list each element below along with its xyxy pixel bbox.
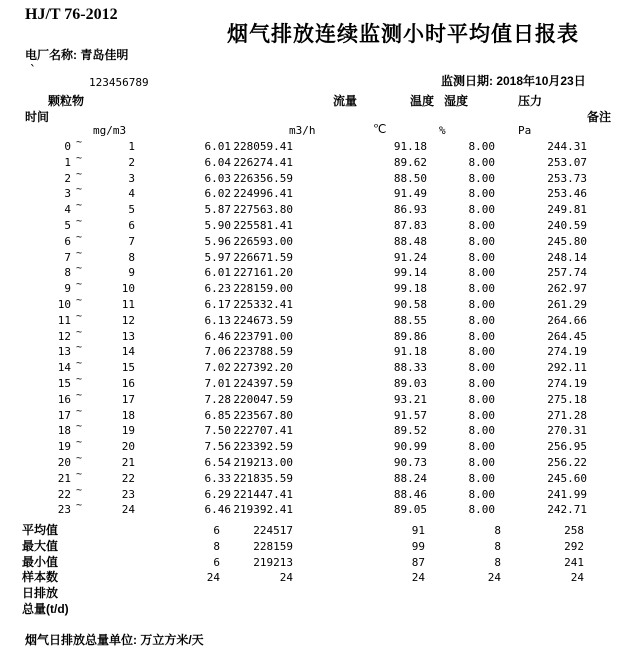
tilde-separator: ~: [76, 231, 83, 243]
particulate-cell: 6.03: [204, 171, 231, 185]
flow-cell: 224673.59: [233, 313, 293, 327]
particulate-cell: 7.28: [204, 392, 231, 406]
humidity-cell: 8.00: [468, 471, 495, 485]
pressure-cell: 241: [564, 555, 584, 569]
particulate-cell: 6.54: [204, 455, 231, 469]
flow-cell: 224517: [253, 524, 293, 537]
humidity-cell: 8.00: [468, 440, 495, 454]
pressure-cell: 248.14: [547, 250, 587, 264]
hour-start-cell: 11: [57, 313, 71, 327]
summary-rows: [0, 523, 644, 618]
temperature-cell: 99.14: [393, 266, 427, 280]
temperature-cell: 90.73: [393, 455, 427, 469]
hour-start-cell: 6: [64, 234, 71, 248]
tilde-separator: ~: [76, 484, 83, 496]
hour-start-cell: 12: [57, 329, 71, 343]
particulate-cell: 5.97: [204, 250, 231, 264]
flow-cell: 219213.00: [233, 455, 293, 469]
tilde-separator: ~: [76, 168, 83, 180]
pressure-cell: 241.99: [547, 487, 587, 501]
tilde-separator: ~: [76, 137, 83, 148]
unit-pressure: Pa: [518, 124, 532, 137]
table-row: [0, 265, 644, 281]
pressure-cell: 242.71: [547, 503, 587, 517]
hour-end-cell: 4: [128, 187, 135, 201]
hour-end-cell: 2: [128, 155, 135, 169]
tilde-separator: ~: [76, 342, 83, 354]
humidity-cell: 8.00: [468, 503, 495, 517]
humidity-cell: 8.00: [468, 392, 495, 406]
hour-end-cell: 22: [121, 471, 135, 485]
humidity-cell: 8.00: [468, 266, 495, 280]
tilde-separator: ~: [76, 152, 83, 164]
hour-end-cell: 16: [121, 376, 135, 390]
temperature-cell: 88.46: [393, 487, 427, 501]
hour-start-cell: 21: [57, 471, 71, 485]
temperature-cell: 88.24: [393, 471, 427, 485]
pressure-cell: 245.80: [547, 234, 587, 248]
temperature-cell: 88.55: [393, 313, 427, 327]
temperature-cell: 91.49: [393, 187, 427, 201]
pressure-cell: 253.73: [547, 171, 587, 185]
tilde-separator: ~: [76, 405, 83, 417]
tilde-separator: ~: [76, 326, 83, 338]
hour-end-cell: 19: [121, 424, 135, 438]
temperature-cell: 91.57: [393, 408, 427, 422]
summary-row: [0, 539, 644, 555]
humidity-cell: 8.00: [468, 234, 495, 248]
hour-end-cell: 24: [121, 503, 135, 517]
particulate-cell: 6.02: [204, 187, 231, 201]
pressure-cell: 262.97: [547, 282, 587, 296]
humidity-cell: 8.00: [468, 455, 495, 469]
flow-cell: 226593.00: [233, 234, 293, 248]
temperature-cell: 86.93: [393, 203, 427, 217]
pressure-cell: 258: [564, 524, 584, 537]
tilde-separator: ~: [76, 215, 83, 227]
flow-cell: 223788.59: [233, 345, 293, 359]
column-header-pressure: 压力: [518, 94, 543, 108]
temperature-cell: 99.18: [393, 282, 427, 296]
hour-end-cell: 18: [121, 408, 135, 422]
serial-number: 123456789: [89, 76, 149, 89]
flow-cell: 227563.80: [233, 203, 293, 217]
temperature-cell: 91.18: [393, 345, 427, 359]
table-row: [0, 247, 644, 266]
column-header-particulate: 颗粒物: [48, 94, 85, 108]
hour-start-cell: 14: [57, 361, 71, 375]
temperature-cell: 91.18: [393, 140, 427, 153]
pressure-cell: 292: [564, 539, 584, 553]
table-row: [0, 439, 644, 455]
table-row: [0, 468, 644, 487]
tilde-separator: ~: [76, 200, 83, 212]
hourly-rows: [0, 139, 644, 518]
hour-end-cell: 5: [128, 203, 135, 217]
hour-start-cell: 4: [64, 203, 71, 217]
temperature-cell: 90.99: [393, 440, 427, 454]
hour-end-cell: 10: [121, 282, 135, 296]
summary-label: 总量(t/d): [22, 601, 69, 616]
hour-end-cell: 23: [121, 487, 135, 501]
column-header-temperature: 温度: [410, 94, 435, 108]
hour-start-cell: 8: [64, 266, 71, 280]
temperature-cell: 88.50: [393, 171, 427, 185]
summary-row: [0, 523, 644, 539]
particulate-cell: 6.01: [204, 266, 231, 280]
footer-note: 烟气日排放总量单位: 万立方米/天: [25, 633, 204, 647]
humidity-cell: 8.00: [468, 187, 495, 201]
unit-flow: m3/h: [289, 124, 316, 137]
tilde-separator: ~: [76, 389, 83, 401]
temperature-cell: 99: [411, 539, 425, 553]
tilde-separator: ~: [76, 310, 83, 322]
flow-cell: 220047.59: [233, 392, 293, 406]
temperature-cell: 89.05: [393, 503, 427, 517]
stray-mark: `: [29, 64, 37, 79]
flow-cell: 227392.20: [233, 361, 293, 375]
table-row: [0, 452, 644, 471]
hour-start-cell: 9: [64, 282, 71, 296]
hour-end-cell: 7: [128, 234, 135, 248]
hour-start-cell: 5: [64, 218, 71, 232]
humidity-cell: 8.00: [468, 313, 495, 327]
table-row: [0, 281, 644, 297]
column-header-humidity: 湿度: [444, 94, 469, 108]
pressure-cell: 271.28: [547, 408, 587, 422]
hour-end-cell: 20: [121, 440, 135, 454]
table-row: [0, 310, 644, 329]
particulate-cell: 6.04: [204, 155, 231, 169]
temperature-cell: 89.03: [393, 376, 427, 390]
temperature-cell: 91: [411, 524, 425, 537]
tilde-separator: ~: [76, 263, 83, 275]
particulate-cell: 7.06: [204, 345, 231, 359]
hour-start-cell: 18: [57, 424, 71, 438]
flow-cell: 24: [279, 571, 293, 585]
particulate-cell: 6.85: [204, 408, 231, 422]
hour-end-cell: 3: [128, 171, 135, 185]
particulate-cell: 8: [213, 539, 220, 553]
summary-label: 平均值: [22, 523, 59, 537]
pressure-cell: 274.19: [547, 376, 587, 390]
temperature-cell: 87.83: [393, 218, 427, 232]
hour-start-cell: 1: [64, 155, 71, 169]
humidity-cell: 8: [494, 539, 501, 553]
tilde-separator: ~: [76, 294, 83, 306]
tilde-separator: ~: [76, 421, 83, 433]
humidity-cell: 8.00: [468, 155, 495, 169]
humidity-cell: 8.00: [468, 487, 495, 501]
hour-start-cell: 20: [57, 455, 71, 469]
hour-start-cell: 3: [64, 187, 71, 201]
particulate-cell: 7.50: [204, 424, 231, 438]
tilde-separator: ~: [76, 468, 83, 480]
particulate-cell: 6: [213, 555, 220, 569]
table-row: [0, 168, 644, 187]
hour-start-cell: 17: [57, 408, 71, 422]
flow-cell: 221835.59: [233, 471, 293, 485]
temperature-cell: 24: [411, 571, 425, 585]
tilde-separator: ~: [76, 452, 83, 464]
hour-start-cell: 13: [57, 345, 71, 359]
humidity-cell: 8.00: [468, 203, 495, 217]
flow-cell: 219392.41: [233, 503, 293, 517]
tilde-separator: ~: [76, 500, 83, 512]
pressure-cell: 270.31: [547, 424, 587, 438]
flow-cell: 227161.20: [233, 266, 293, 280]
table-row: [0, 373, 644, 392]
flow-cell: 226274.41: [233, 155, 293, 169]
humidity-cell: 8.00: [468, 345, 495, 359]
particulate-cell: 6.46: [204, 329, 231, 343]
table-row: [0, 294, 644, 313]
particulate-cell: 5.96: [204, 234, 231, 248]
table-row: [0, 360, 644, 376]
temperature-cell: 89.52: [393, 424, 427, 438]
unit-humidity: %: [439, 124, 446, 137]
summary-row: [0, 570, 644, 586]
column-header-time: 时间: [25, 110, 50, 124]
flow-cell: 223791.00: [233, 329, 293, 343]
flow-cell: 223567.80: [233, 408, 293, 422]
pressure-cell: 257.74: [547, 266, 587, 280]
pressure-cell: 253.07: [547, 155, 587, 169]
temperature-cell: 90.58: [393, 297, 427, 311]
tilde-separator: ~: [76, 358, 83, 370]
tilde-separator: ~: [76, 247, 83, 259]
flow-cell: 221447.41: [233, 487, 293, 501]
humidity-cell: 8.00: [468, 297, 495, 311]
hour-end-cell: 21: [121, 455, 135, 469]
hour-start-cell: 19: [57, 440, 71, 454]
humidity-cell: 8.00: [468, 140, 495, 153]
summary-label: 日排放: [22, 586, 59, 601]
summary-row: [0, 555, 644, 571]
tilde-separator: ~: [76, 184, 83, 196]
unit-temperature: ℃: [373, 122, 387, 136]
table-row: [0, 423, 644, 439]
hour-end-cell: 15: [121, 361, 135, 375]
pressure-cell: 253.46: [547, 187, 587, 201]
tilde-separator: ~: [76, 437, 83, 449]
pressure-cell: 264.45: [547, 329, 587, 343]
pressure-cell: 261.29: [547, 297, 587, 311]
pressure-cell: 245.60: [547, 471, 587, 485]
column-header-remark: 备注: [587, 110, 612, 124]
hour-end-cell: 14: [121, 345, 135, 359]
table-row: [0, 202, 644, 218]
pressure-cell: 264.66: [547, 313, 587, 327]
particulate-cell: 6.46: [204, 503, 231, 517]
humidity-cell: 8.00: [468, 424, 495, 438]
particulate-cell: 24: [206, 571, 220, 585]
humidity-cell: 8.00: [468, 408, 495, 422]
flow-cell: 228159.00: [233, 282, 293, 296]
hour-start-cell: 10: [57, 297, 71, 311]
table-row: [0, 502, 644, 518]
flow-cell: 219213: [253, 555, 293, 569]
pressure-cell: 244.31: [547, 140, 587, 153]
flow-cell: 226671.59: [233, 250, 293, 264]
summary-label: 最小值: [22, 554, 59, 569]
pressure-cell: 274.19: [547, 345, 587, 359]
particulate-cell: 6.01: [204, 140, 231, 153]
particulate-cell: 6.17: [204, 297, 231, 311]
report-title: 烟气排放连续监测小时平均值日报表: [227, 23, 579, 46]
humidity-cell: 8.00: [468, 329, 495, 343]
table-row: [0, 389, 644, 408]
table-row: [0, 344, 644, 360]
temperature-cell: 93.21: [393, 392, 427, 406]
pressure-cell: 292.11: [547, 361, 587, 375]
summary-label: 最大值: [22, 538, 59, 553]
hour-start-cell: 2: [64, 171, 71, 185]
flow-cell: 223392.59: [233, 440, 293, 454]
particulate-cell: 6.13: [204, 313, 231, 327]
tilde-separator: ~: [76, 373, 83, 385]
table-row: [0, 139, 644, 155]
tilde-separator: ~: [76, 279, 83, 291]
pressure-cell: 24: [570, 571, 584, 585]
temperature-cell: 87: [411, 555, 425, 569]
temperature-cell: 89.62: [393, 155, 427, 169]
hour-end-cell: 1: [128, 140, 135, 153]
particulate-cell: 7.01: [204, 376, 231, 390]
flow-cell: 224996.41: [233, 187, 293, 201]
table-row: [0, 215, 644, 234]
standard-number: HJ/T 76-2012: [25, 6, 118, 23]
particulate-cell: 6.29: [204, 487, 231, 501]
table-row: [0, 186, 644, 202]
column-header-flow: 流量: [333, 94, 358, 108]
flow-cell: 225332.41: [233, 297, 293, 311]
hour-start-cell: 23: [57, 503, 71, 517]
pressure-cell: 256.22: [547, 455, 587, 469]
unit-particulate: mg/m3: [93, 124, 127, 137]
humidity-cell: 8.00: [468, 171, 495, 185]
humidity-cell: 8.00: [468, 218, 495, 232]
pressure-cell: 249.81: [547, 203, 587, 217]
humidity-cell: 8: [494, 524, 501, 537]
temperature-cell: 88.33: [393, 361, 427, 375]
humidity-cell: 8.00: [468, 361, 495, 375]
table-row: [0, 152, 644, 171]
particulate-cell: 6.23: [204, 282, 231, 296]
particulate-cell: 7.56: [204, 440, 231, 454]
particulate-cell: 5.87: [204, 203, 231, 217]
flow-cell: 228159: [253, 539, 293, 553]
summary-row: [0, 586, 644, 602]
table-row: [0, 326, 644, 345]
hour-end-cell: 8: [128, 250, 135, 264]
monitor-date: 监测日期: 2018年10月23日: [441, 74, 586, 88]
hour-end-cell: 9: [128, 266, 135, 280]
flow-cell: 224397.59: [233, 376, 293, 390]
hour-end-cell: 13: [121, 329, 135, 343]
hour-end-cell: 6: [128, 218, 135, 232]
humidity-cell: 8.00: [468, 250, 495, 264]
particulate-cell: 6.33: [204, 471, 231, 485]
hour-end-cell: 12: [121, 313, 135, 327]
flow-cell: 226356.59: [233, 171, 293, 185]
flow-cell: 225581.41: [233, 218, 293, 232]
humidity-cell: 8: [494, 555, 501, 569]
temperature-cell: 88.48: [393, 234, 427, 248]
flow-cell: 222707.41: [233, 424, 293, 438]
pressure-cell: 275.18: [547, 392, 587, 406]
particulate-cell: 7.02: [204, 361, 231, 375]
particulate-cell: 6: [213, 524, 220, 537]
plant-name: 电厂名称: 青岛佳明: [25, 48, 129, 62]
hour-start-cell: 16: [57, 392, 71, 406]
pressure-cell: 240.59: [547, 218, 587, 232]
hour-start-cell: 0: [64, 140, 71, 153]
particulate-cell: 5.90: [204, 218, 231, 232]
flow-cell: 228059.41: [233, 140, 293, 153]
humidity-cell: 8.00: [468, 282, 495, 296]
humidity-cell: 8.00: [468, 376, 495, 390]
temperature-cell: 89.86: [393, 329, 427, 343]
humidity-cell: 24: [487, 571, 501, 585]
hour-start-cell: 22: [57, 487, 71, 501]
pressure-cell: 256.95: [547, 440, 587, 454]
temperature-cell: 91.24: [393, 250, 427, 264]
hour-start-cell: 7: [64, 250, 71, 264]
table-row: [0, 231, 644, 250]
table-row: [0, 405, 644, 424]
hour-end-cell: 11: [121, 297, 135, 311]
hour-start-cell: 15: [57, 376, 71, 390]
hour-end-cell: 17: [121, 392, 135, 406]
summary-row: [0, 602, 644, 618]
table-row: [0, 484, 644, 503]
summary-label: 样本数: [22, 570, 59, 585]
